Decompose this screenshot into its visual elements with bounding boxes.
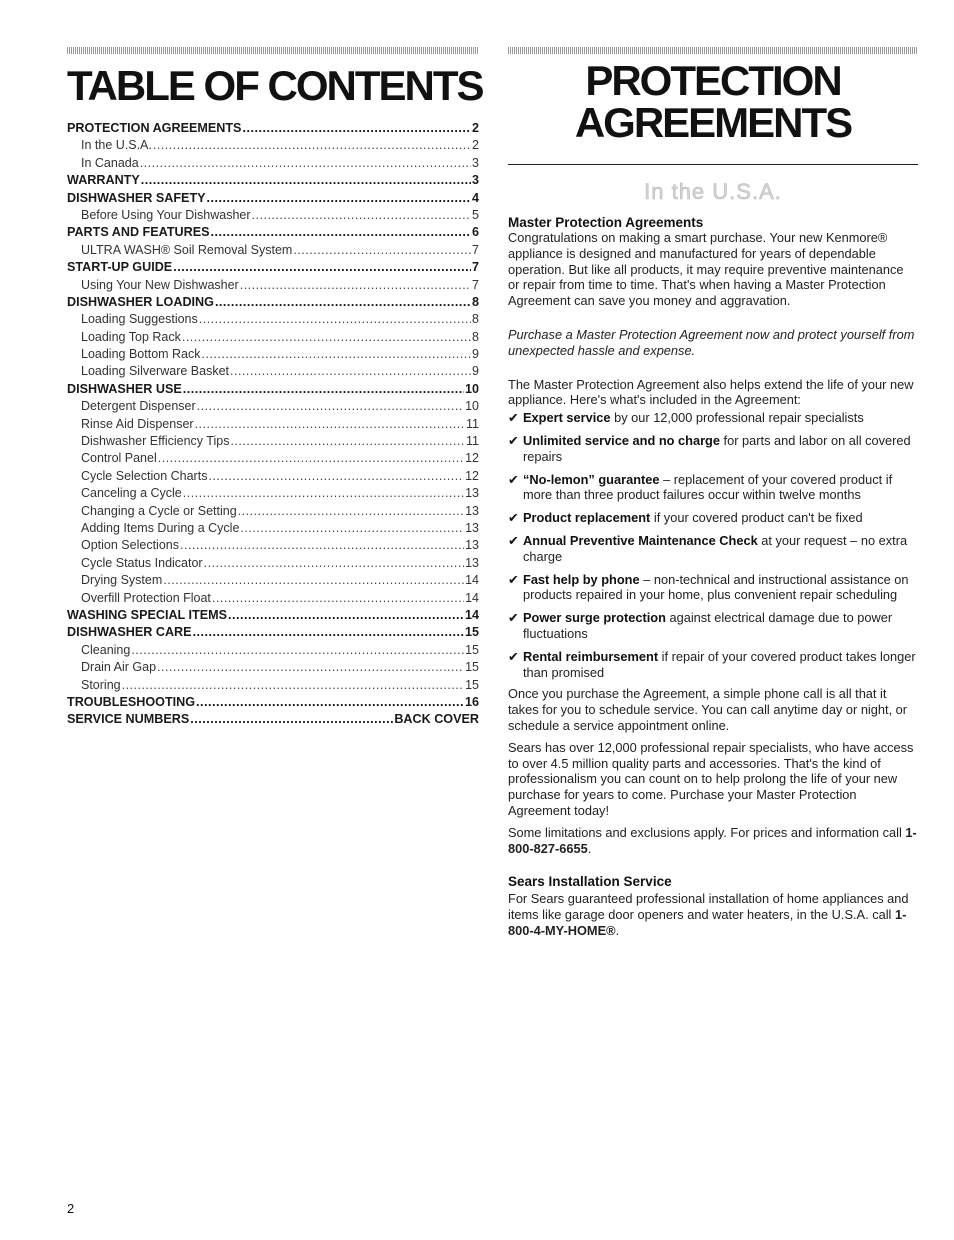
- benefit-text: [523, 433, 918, 465]
- toc-subsection-entry: [67, 207, 479, 224]
- benefit-description: against electrical damage due to power fluctuations: [523, 610, 893, 641]
- toc-subsection-entry: [67, 346, 479, 363]
- toc-dot-leader: [141, 172, 471, 189]
- toc-section-entry: [67, 120, 479, 137]
- installation-paragraph: [508, 891, 918, 938]
- benefit-description: if repair of your covered product takes longer than promised: [523, 648, 916, 680]
- toc-dot-leader: [157, 659, 464, 676]
- toc-section-entry: [67, 694, 479, 711]
- benefit-title: “No-lemon” guarantee: [523, 471, 660, 487]
- toc-section-entry: [67, 172, 479, 189]
- toc-dot-leader: [197, 398, 464, 415]
- benefit-item: [508, 649, 918, 681]
- toc-entry-label: Overfill Protection Float: [81, 590, 211, 605]
- toc-entry-page: 14: [465, 573, 479, 588]
- toc-entry-label: DISHWASHER LOADING: [67, 294, 214, 309]
- toc-subsection-entry: [67, 433, 479, 450]
- toc-subsection-entry: [67, 277, 479, 294]
- toc-dot-leader: [158, 450, 464, 467]
- toc-entry-label: Drain Air Gap: [81, 660, 157, 675]
- protection-agreements-section: [508, 57, 918, 939]
- limitations-text: Some limitations and exclusions apply. For prices and information call: [508, 824, 906, 840]
- toc-subsection-entry: [67, 329, 479, 346]
- toc-subsection-entry: [67, 659, 479, 676]
- toc-entry-page: 4: [471, 190, 479, 205]
- benefit-text: [523, 410, 918, 426]
- toc-subsection-entry: [67, 572, 479, 589]
- italic-note: Purchase a Master Protection Agreement now and protect yourself from unexpected hassle and expense.: [508, 326, 915, 358]
- benefit-title: Rental reimbursement: [523, 648, 659, 664]
- section-divider: [508, 164, 918, 165]
- toc-dot-leader: [153, 137, 471, 154]
- benefit-text: [523, 510, 918, 526]
- toc-subsection-entry: [67, 242, 479, 259]
- toc-entry-label: In Canada: [81, 155, 139, 170]
- toc-entry-page: 8: [472, 329, 479, 344]
- toc-dot-leader: [242, 120, 471, 137]
- master-agreements-heading: Master Protection Agreements: [508, 215, 704, 230]
- toc-dot-leader: [202, 346, 472, 363]
- benefit-description: if your covered product can't be fixed: [650, 510, 863, 526]
- page-number: 2: [67, 1201, 75, 1216]
- toc-dot-leader: [215, 294, 471, 311]
- toc-dot-leader: [195, 416, 465, 433]
- limitations-paragraph: [508, 825, 918, 857]
- toc-dot-leader: [293, 242, 471, 259]
- checkmark-icon: ✔: [508, 571, 519, 587]
- toc-entry-page: 13: [465, 555, 479, 570]
- checkmark-icon: ✔: [508, 410, 519, 426]
- toc-entry-page: BACK COVER: [394, 712, 479, 727]
- toc-entry-page: 14: [465, 590, 479, 605]
- installation-heading: Sears Installation Service: [508, 874, 672, 890]
- toc-entry-page: 10: [464, 381, 479, 396]
- toc-subsection-entry: [67, 537, 479, 554]
- includes-intro: The Master Protection Agreement also helps extend the life of your new appliance. Here's what's included in the Agreement:: [508, 376, 914, 408]
- toc-subsection-entry: [67, 520, 479, 537]
- toc-entry-page: 7: [472, 277, 479, 292]
- toc-entry-label: START-UP GUIDE: [67, 260, 173, 275]
- toc-dot-leader: [131, 642, 464, 659]
- toc-dot-leader: [196, 694, 464, 711]
- toc-dot-leader: [163, 572, 464, 589]
- benefit-item: [508, 610, 918, 642]
- toc-dot-leader: [173, 259, 471, 276]
- toc-entry-label: Loading Silverware Basket: [81, 364, 229, 379]
- toc-dot-leader: [183, 485, 464, 502]
- decorative-rule-left: [67, 47, 479, 54]
- benefit-text: [523, 649, 918, 681]
- toc-dot-leader: [230, 363, 471, 380]
- toc-entry-label: ULTRA WASH® Soil Removal System: [81, 242, 293, 257]
- limitations-end: .: [587, 840, 592, 856]
- toc-subsection-entry: [67, 485, 479, 502]
- toc-entry-page: 15: [465, 677, 479, 692]
- toc-dot-leader: [207, 190, 471, 207]
- toc-entry-label: Cycle Selection Charts: [81, 468, 208, 483]
- toc-section-entry: [67, 224, 479, 241]
- checkmark-icon: ✔: [508, 471, 519, 487]
- toc-entry-page: 10: [465, 399, 479, 414]
- toc-entry-label: WASHING SPECIAL ITEMS: [67, 607, 228, 622]
- protection-title-line2: AGREEMENTS: [574, 99, 852, 146]
- toc-entry-page: 13: [465, 503, 479, 518]
- toc-dot-leader: [190, 711, 393, 728]
- toc-entry-page: 8: [471, 294, 479, 309]
- benefits-list: [508, 410, 918, 680]
- toc-entry-page: 15: [464, 625, 479, 640]
- toc-entry-label: Control Panel: [81, 451, 157, 466]
- after-purchase-paragraph: Once you purchase the Agreement, a simple phone call is all that it takes for you to schedule service. You can call anytime day or night, or schedule a service appointment online.: [508, 686, 908, 733]
- toc-section-entry: [67, 381, 479, 398]
- toc-entry-page: 15: [465, 660, 479, 675]
- toc-entry-page: 12: [465, 468, 479, 483]
- sears-info-paragraph: Sears has over 12,000 professional repair specialists, who have access to over 4.5 million quality parts and accessories. That's the kind of professionalism you can count on to help prolong the life of your new purchase for years to come. Purchase your Master Protection Agreement today!: [508, 739, 914, 818]
- toc-entry-label: Storing: [81, 677, 121, 692]
- toc-entry-label: Dishwasher Efficiency Tips: [81, 434, 230, 449]
- toc-dot-leader: [182, 329, 471, 346]
- toc-entry-page: 12: [465, 451, 479, 466]
- toc-dot-leader: [211, 224, 471, 241]
- benefit-title: Annual Preventive Maintenance Check: [523, 532, 758, 548]
- toc-entry-page: 3: [471, 173, 479, 188]
- toc-entry-label: Cleaning: [81, 642, 131, 657]
- toc-list: [67, 120, 479, 729]
- benefit-description: at your request – no extra charge: [523, 532, 908, 564]
- benefit-title: Product replacement: [523, 510, 651, 526]
- toc-entry-label: TROUBLESHOOTING: [67, 694, 196, 709]
- toc-entry-page: 15: [465, 642, 479, 657]
- toc-section-entry: [67, 624, 479, 641]
- benefit-description: for parts and labor on all covered repairs: [523, 432, 911, 464]
- toc-entry-label: WARRANTY: [67, 173, 140, 188]
- toc-entry-page: 5: [472, 207, 479, 222]
- toc-entry-page: 11: [466, 434, 479, 449]
- toc-section-entry: [67, 294, 479, 311]
- toc-section-entry: [67, 711, 479, 728]
- toc-entry-label: Canceling a Cycle: [81, 486, 182, 501]
- toc-entry-page: 13: [465, 486, 479, 501]
- toc-entry-label: Rinse Aid Dispenser: [81, 416, 194, 431]
- toc-entry-page: 13: [465, 538, 479, 553]
- region-heading: In the U.S.A.: [644, 179, 782, 204]
- toc-dot-leader: [208, 468, 464, 485]
- installation-end: .: [615, 922, 620, 938]
- benefit-item: [508, 510, 918, 526]
- benefit-item: [508, 410, 918, 426]
- benefit-title: Expert service: [523, 410, 611, 426]
- toc-subsection-entry: [67, 468, 479, 485]
- toc-entry-label: PROTECTION AGREEMENTS: [67, 121, 242, 135]
- benefit-item: [508, 433, 918, 465]
- benefit-text: [523, 472, 918, 504]
- toc-subsection-entry: [67, 416, 479, 433]
- benefit-item: [508, 572, 918, 604]
- protection-title: [508, 57, 918, 146]
- toc-subsection-entry: [67, 450, 479, 467]
- toc-dot-leader: [199, 311, 471, 328]
- decorative-rule-right: [508, 47, 918, 54]
- benefit-text: [523, 610, 918, 642]
- toc-entry-label: Drying System: [81, 573, 163, 588]
- toc-entry-page: 2: [472, 138, 479, 153]
- toc-dot-leader: [122, 677, 464, 694]
- toc-subsection-entry: [67, 363, 479, 380]
- intro-paragraph: Congratulations on making a smart purchase. Your new Kenmore® appliance is designed and manufactured for years of dependable operation. But like all products, it may require preventive maintenance or repair from time to time. That's when having a Master Protection Agreement can save you money and aggravation.: [508, 230, 904, 309]
- toc-subsection-entry: [67, 311, 479, 328]
- toc-entry-label: In the U.S.A.: [81, 138, 152, 153]
- toc-section-entry: [67, 190, 479, 207]
- toc-entry-label: DISHWASHER USE: [67, 381, 182, 396]
- toc-dot-leader: [140, 155, 471, 172]
- toc-dot-leader: [230, 433, 465, 450]
- toc-entry-label: Before Using Your Dishwasher: [81, 207, 251, 222]
- protection-title-line1: PROTECTION: [585, 57, 841, 104]
- toc-title: TABLE OF CONTENTS: [67, 62, 483, 109]
- benefit-title: Fast help by phone: [523, 571, 640, 587]
- checkmark-icon: ✔: [508, 610, 519, 626]
- toc-entry-label: DISHWASHER SAFETY: [67, 190, 206, 205]
- installation-phone: 1-800-4-MY-HOME®: [508, 907, 907, 938]
- toc-entry-label: Changing a Cycle or Setting: [81, 503, 237, 518]
- benefit-text: [523, 572, 918, 604]
- benefit-item: [508, 472, 918, 504]
- toc-entry-label: SERVICE NUMBERS: [67, 712, 190, 727]
- toc-entry-page: 8: [472, 312, 479, 327]
- toc-dot-leader: [252, 207, 472, 224]
- toc-entry-page: 9: [472, 364, 479, 379]
- toc-entry-label: PARTS AND FEATURES: [67, 225, 210, 240]
- toc-entry-page: 3: [472, 155, 479, 170]
- toc-entry-page: 6: [471, 225, 479, 240]
- toc-entry-label: Option Selections: [81, 538, 179, 553]
- installation-text: For Sears guaranteed professional installation of home appliances and items like garage door openers and water heaters, in the U.S.A. call: [508, 891, 909, 923]
- toc-subsection-entry: [67, 677, 479, 694]
- benefit-description: – replacement of your covered product if more than three product failures occur within twelve months: [523, 471, 893, 503]
- toc-dot-leader: [193, 624, 464, 641]
- toc-entry-label: Detergent Dispenser: [81, 399, 196, 414]
- benefit-description: by our 12,000 professional repair specialists: [610, 410, 864, 426]
- toc-subsection-entry: [67, 398, 479, 415]
- toc-entry-page: 14: [464, 607, 479, 622]
- toc-entry-label: Adding Items During a Cycle: [81, 520, 240, 535]
- limitations-phone: 1-800-827-6655: [508, 824, 917, 856]
- toc-entry-page: 7: [472, 242, 479, 257]
- toc-dot-leader: [238, 503, 464, 520]
- toc-entry-label: Cycle Status Indicator: [81, 555, 203, 570]
- benefit-description: – non-technical and instructional assistance on products repaired in your home, plus convenient repair scheduling: [523, 571, 909, 603]
- checkmark-icon: ✔: [508, 510, 519, 526]
- toc-entry-label: DISHWASHER CARE: [67, 625, 192, 640]
- toc-subsection-entry: [67, 555, 479, 572]
- toc-entry-page: 13: [465, 520, 479, 535]
- toc-entry-page: 7: [471, 260, 479, 275]
- toc-dot-leader: [204, 555, 465, 572]
- toc-dot-leader: [180, 537, 464, 554]
- toc-entry-label: Loading Top Rack: [81, 329, 181, 344]
- benefit-item: [508, 533, 918, 565]
- toc-entry-label: Loading Suggestions: [81, 312, 198, 327]
- table-of-contents: [67, 60, 483, 729]
- toc-section-entry: [67, 259, 479, 276]
- checkmark-icon: ✔: [508, 432, 519, 448]
- benefit-text: [523, 533, 918, 565]
- toc-dot-leader: [240, 520, 464, 537]
- toc-entry-page: 2: [471, 121, 479, 135]
- toc-subsection-entry: [67, 503, 479, 520]
- toc-dot-leader: [240, 277, 471, 294]
- toc-dot-leader: [183, 381, 464, 398]
- toc-entry-page: 9: [472, 347, 479, 362]
- toc-dot-leader: [228, 607, 464, 624]
- toc-subsection-entry: [67, 155, 479, 172]
- toc-section-entry: [67, 607, 479, 624]
- toc-dot-leader: [212, 590, 464, 607]
- toc-subsection-entry: [67, 590, 479, 607]
- toc-subsection-entry: [67, 642, 479, 659]
- toc-subsection-entry: [67, 137, 479, 154]
- toc-entry-label: Loading Bottom Rack: [81, 347, 201, 362]
- benefit-title: Unlimited service and no charge: [523, 432, 720, 448]
- checkmark-icon: ✔: [508, 532, 519, 548]
- toc-entry-page: 11: [466, 416, 479, 431]
- benefit-title: Power surge protection: [523, 610, 666, 626]
- checkmark-icon: ✔: [508, 648, 519, 664]
- toc-entry-label: Using Your New Dishwasher: [81, 277, 239, 292]
- toc-entry-page: 16: [464, 694, 479, 709]
